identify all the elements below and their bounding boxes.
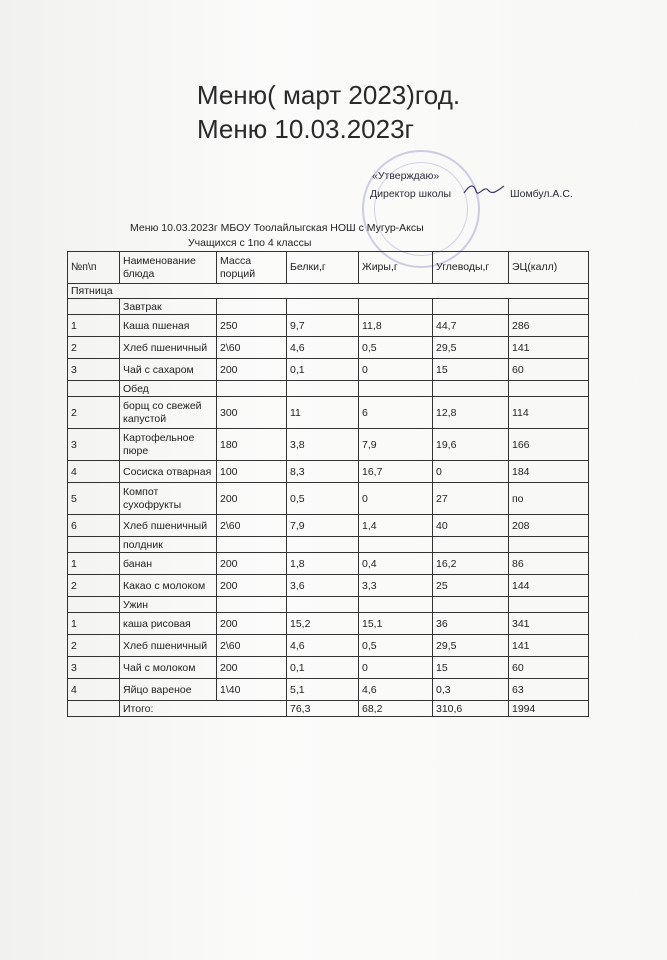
fat-value: 7,9 (359, 429, 433, 461)
row-number: 3 (68, 359, 120, 381)
menu-subtitle: Меню 10.03.2023г МБОУ Тоолайлыгская НОШ с Мугур-Аксы (130, 222, 424, 234)
fat-value: 6 (359, 397, 433, 429)
section-row (68, 537, 589, 553)
carbs-value: 40 (433, 515, 509, 537)
table-row (68, 613, 589, 635)
energy-value: 114 (509, 397, 589, 429)
row-number: 1 (68, 613, 120, 635)
empty-cell (217, 537, 287, 553)
portion-mass: 200 (217, 657, 287, 679)
dish-name: Картофельное пюре (120, 429, 217, 461)
carbs-value: 0,3 (433, 679, 509, 701)
carbs-value: 15 (433, 657, 509, 679)
table-row (68, 575, 589, 597)
empty-cell (433, 299, 509, 315)
portion-mass: 200 (217, 553, 287, 575)
energy-value: 144 (509, 575, 589, 597)
empty-cell (359, 537, 433, 553)
dish-name: каша рисовая (120, 613, 217, 635)
dish-name: Хлеб пшеничный (120, 337, 217, 359)
section-number-cell (68, 381, 120, 397)
total-fat: 68,2 (359, 701, 433, 717)
carbs-value: 29,5 (433, 337, 509, 359)
energy-value: 208 (509, 515, 589, 537)
table-row (68, 359, 589, 381)
row-number: 2 (68, 337, 120, 359)
empty-cell (287, 381, 359, 397)
total-carbs: 310,6 (433, 701, 509, 717)
approval-role: Директор школы (370, 188, 452, 200)
dish-name: Чай с молоком (120, 657, 217, 679)
total-label: Итого: (120, 701, 287, 717)
protein-value: 3,6 (287, 575, 359, 597)
protein-value: 7,9 (287, 515, 359, 537)
section-name: полдник (120, 537, 217, 553)
fat-value: 16,7 (359, 461, 433, 483)
protein-value: 0,1 (287, 657, 359, 679)
empty-cell (287, 597, 359, 613)
approval-name: Шомбул.А.С. (510, 188, 573, 200)
protein-value: 11 (287, 397, 359, 429)
empty-cell (433, 537, 509, 553)
dish-name: Сосиска отварная (120, 461, 217, 483)
row-number: 2 (68, 575, 120, 597)
protein-value: 8,3 (287, 461, 359, 483)
dish-name: Хлеб пшеничный (120, 635, 217, 657)
fat-value: 3,3 (359, 575, 433, 597)
protein-value: 1,8 (287, 553, 359, 575)
fat-value: 0,4 (359, 553, 433, 575)
portion-mass: 180 (217, 429, 287, 461)
protein-value: 0,5 (287, 483, 359, 515)
document-title: Меню( март 2023)год. (196, 80, 461, 110)
fat-value: 0 (359, 483, 433, 515)
carbs-value: 25 (433, 575, 509, 597)
energy-value: 63 (509, 679, 589, 701)
portion-mass: 300 (217, 397, 287, 429)
carbs-value: 27 (433, 483, 509, 515)
energy-value: 286 (509, 315, 589, 337)
empty-cell (509, 299, 589, 315)
row-number: 2 (68, 635, 120, 657)
carbs-value: 15 (433, 359, 509, 381)
portion-mass: 200 (217, 575, 287, 597)
total-protein: 76,3 (287, 701, 359, 717)
energy-value: 60 (509, 657, 589, 679)
table-row (68, 429, 589, 461)
column-header: Белки,г (287, 252, 359, 284)
empty-cell (359, 381, 433, 397)
table-row (68, 679, 589, 701)
approval-quote: «Утверждаю» (372, 170, 440, 182)
section-row (68, 381, 589, 397)
carbs-value: 36 (433, 613, 509, 635)
fat-value: 1,4 (359, 515, 433, 537)
table-row (68, 553, 589, 575)
dish-name: Хлеб пшеничный (120, 515, 217, 537)
carbs-value: 12,8 (433, 397, 509, 429)
protein-value: 15,2 (287, 613, 359, 635)
section-name: Обед (120, 381, 217, 397)
students-subtitle: Учащихся с 1по 4 классы (188, 237, 312, 249)
energy-value: 141 (509, 635, 589, 657)
carbs-value: 19,6 (433, 429, 509, 461)
dish-name: Яйцо вареное (120, 679, 217, 701)
signature-mark (462, 182, 506, 196)
empty-cell (217, 299, 287, 315)
column-header: ЭЦ(калл) (509, 252, 589, 284)
row-number: 4 (68, 461, 120, 483)
energy-value: 86 (509, 553, 589, 575)
energy-value: 184 (509, 461, 589, 483)
dish-name: банан (120, 553, 217, 575)
table-row (68, 315, 589, 337)
row-number: 5 (68, 483, 120, 515)
dish-name: Какао с молоком (120, 575, 217, 597)
table-row (68, 635, 589, 657)
fat-value: 0,5 (359, 337, 433, 359)
fat-value: 0 (359, 657, 433, 679)
section-number-cell (68, 299, 120, 315)
protein-value: 4,6 (287, 635, 359, 657)
empty-cell (217, 381, 287, 397)
protein-value: 3,8 (287, 429, 359, 461)
dish-name: Компот сухофрукты (120, 483, 217, 515)
fat-value: 0,5 (359, 635, 433, 657)
section-number-cell (68, 537, 120, 553)
section-row (68, 597, 589, 613)
empty-cell (433, 381, 509, 397)
table-row (68, 337, 589, 359)
energy-value: 141 (509, 337, 589, 359)
section-number-cell (68, 597, 120, 613)
column-header: Жиры,г (359, 252, 433, 284)
fat-value: 15,1 (359, 613, 433, 635)
document-date-title: Меню 10.03.2023г (196, 114, 415, 144)
empty-cell (433, 597, 509, 613)
portion-mass: 2\60 (217, 337, 287, 359)
section-name: Ужин (120, 597, 217, 613)
total-empty-cell (68, 701, 120, 717)
menu-table (67, 251, 589, 717)
protein-value: 5,1 (287, 679, 359, 701)
carbs-value: 0 (433, 461, 509, 483)
row-number: 1 (68, 553, 120, 575)
empty-cell (509, 597, 589, 613)
energy-value: 341 (509, 613, 589, 635)
row-number: 3 (68, 657, 120, 679)
total-energy: 1994 (509, 701, 589, 717)
portion-mass: 2\60 (217, 515, 287, 537)
portion-mass: 200 (217, 483, 287, 515)
table-row (68, 515, 589, 537)
empty-cell (509, 537, 589, 553)
table-row (68, 483, 589, 515)
dish-name: борщ со свежей капустой (120, 397, 217, 429)
fat-value: 4,6 (359, 679, 433, 701)
portion-mass: 2\60 (217, 635, 287, 657)
row-number: 3 (68, 429, 120, 461)
column-header: Углеводы,г (433, 252, 509, 284)
row-number: 4 (68, 679, 120, 701)
row-number: 6 (68, 515, 120, 537)
portion-mass: 200 (217, 613, 287, 635)
portion-mass: 1\40 (217, 679, 287, 701)
protein-value: 9,7 (287, 315, 359, 337)
total-row (68, 701, 589, 717)
portion-mass: 250 (217, 315, 287, 337)
table-header-row (68, 252, 589, 284)
day-label: Пятница (68, 284, 589, 299)
carbs-value: 44,7 (433, 315, 509, 337)
protein-value: 0,1 (287, 359, 359, 381)
day-row (68, 284, 589, 299)
column-header: №п\п (68, 252, 120, 284)
empty-cell (287, 299, 359, 315)
dish-name: Чай с сахаром (120, 359, 217, 381)
carbs-value: 29,5 (433, 635, 509, 657)
protein-value: 4,6 (287, 337, 359, 359)
table-row (68, 397, 589, 429)
fat-value: 11,8 (359, 315, 433, 337)
portion-mass: 200 (217, 359, 287, 381)
dish-name: Каша пшеная (120, 315, 217, 337)
empty-cell (217, 597, 287, 613)
empty-cell (287, 537, 359, 553)
fat-value: 0 (359, 359, 433, 381)
empty-cell (359, 299, 433, 315)
energy-value: 166 (509, 429, 589, 461)
column-header: Наименование блюда (120, 252, 217, 284)
table-row (68, 657, 589, 679)
table-row (68, 461, 589, 483)
section-row (68, 299, 589, 315)
portion-mass: 100 (217, 461, 287, 483)
row-number: 1 (68, 315, 120, 337)
section-name: Завтрак (120, 299, 217, 315)
energy-value: по (509, 483, 589, 515)
column-header: Масса порций (217, 252, 287, 284)
row-number: 2 (68, 397, 120, 429)
energy-value: 60 (509, 359, 589, 381)
empty-cell (509, 381, 589, 397)
carbs-value: 16,2 (433, 553, 509, 575)
empty-cell (359, 597, 433, 613)
